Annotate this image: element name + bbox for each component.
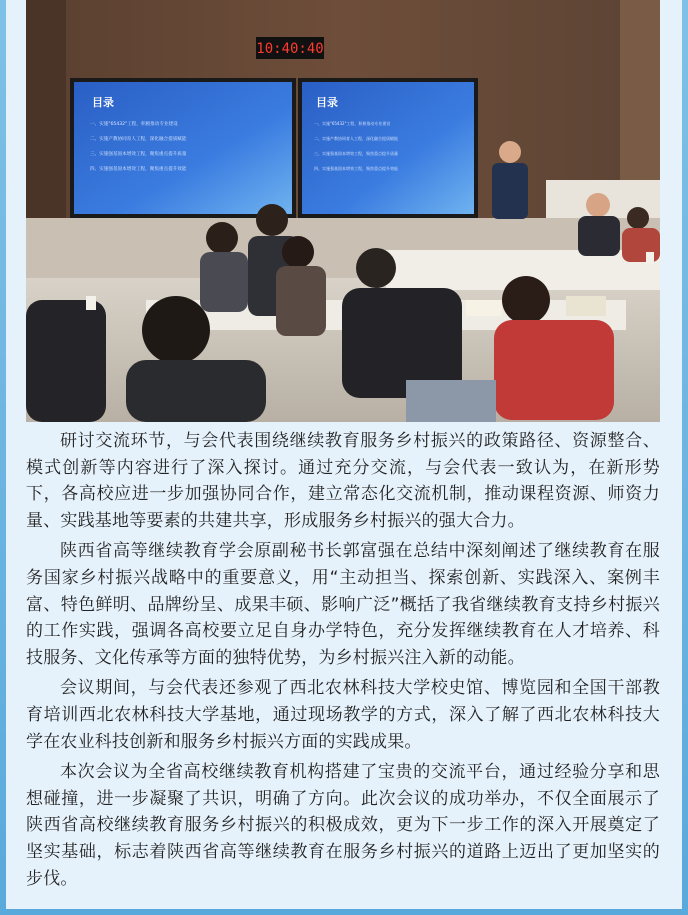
left-screen-title: 目录 xyxy=(92,96,114,109)
left-screen-item: 一、实施"65432"工程，积极推动专业建设 xyxy=(90,122,178,127)
left-border xyxy=(0,0,6,915)
right-screen-item: 四、实施强基固本增效工程，聚焦重点提升效能 xyxy=(314,166,398,171)
meeting-photo xyxy=(26,0,660,422)
left-screen-item: 三、实施强基固本增效工程，聚焦重点提升质量 xyxy=(90,152,187,157)
left-screen-item: 二、实施产教协同育人工程，深化融合提质赋能 xyxy=(90,137,187,142)
paragraph-discussion: 研讨交流环节，与会代表围绕继续教育服务乡村振兴的政策路径、资源整合、模式创新等内容进行了深入探讨。通过充分交流，与会代表一致认为，在新形势下，各高校应进一步加强协同合作，建立常态化交流机制，推动课程资源、师资力量、实践基地等要素的共建共享，形成服务乡村振兴的强大合力。 xyxy=(26,431,660,531)
paragraph-summary: 陕西省高等继续教育学会原副秘书长郭富强在总结中深刻阐述了继续教育在服务国家乡村振兴战略中的重要意义，用“主动担当、探索创新、实践深入、案例丰富、特色鲜明、品牌纷呈、成果丰硕、影响广泛”概括了我省继续教育支持乡村振兴的工作实践，强调各高校要立足自身办学特色，充分发挥继续教育在人才培养、科技服务、文化传承等方面的独特优势，为乡村振兴注入新的动能。 xyxy=(26,541,660,668)
right-border xyxy=(682,0,688,915)
right-screen-item: 一、实施"65432"工程，积极推动专业建设 xyxy=(314,121,391,126)
left-screen-item: 四、实施强基固本增效工程，聚焦重点提升效能 xyxy=(90,167,187,172)
bottom-border xyxy=(0,909,688,915)
speaker-figure xyxy=(492,163,528,219)
article-body xyxy=(26,428,660,896)
clock-readout: 10:40:40 xyxy=(256,41,324,57)
right-screen-item: 二、实施产教协同育人工程，深化融合提质赋能 xyxy=(314,136,398,141)
paragraph-conclusion: 本次会议为全省高校继续教育机构搭建了宝贵的交流平台，通过经验分享和思想碰撞，进一步凝聚了共识，明确了方向。此次会议的成功举办，不仅全面展示了陕西省高校继续教育服务乡村振兴的积极成效，更为下一步工作的深入开展奠定了坚实基础，标志着陕西省高等继续教育在服务乡村振兴的道路上迈出了更加坚实的步伐。 xyxy=(26,762,660,889)
paragraph-visit: 会议期间，与会代表还参观了西北农林科技大学校史馆、博览园和全国干部教育培训西北农林科技大学基地，通过现场教学的方式，深入了解了西北农林科技大学在农业科技创新和服务乡村振兴方面的实践成果。 xyxy=(26,678,660,752)
right-screen-title: 目录 xyxy=(316,96,338,109)
right-screen-item: 三、实施强基固本增效工程，聚焦重点提升质量 xyxy=(314,151,398,156)
